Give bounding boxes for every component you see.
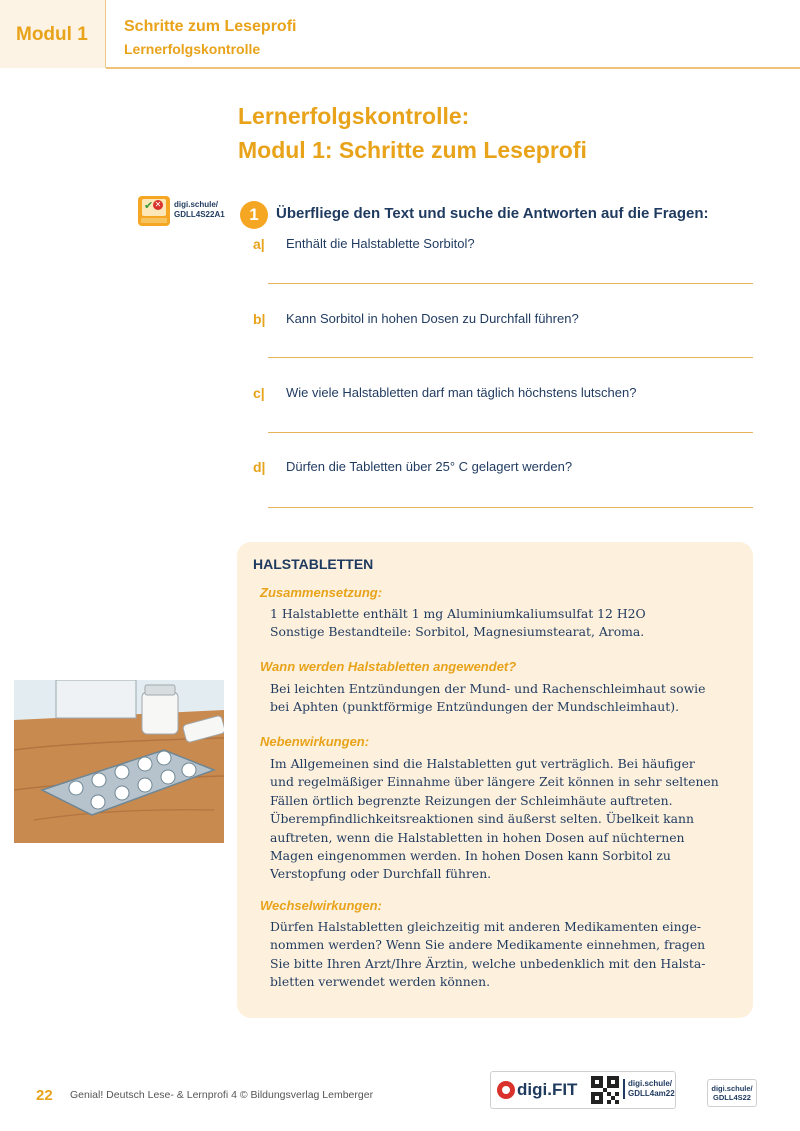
- footer-digi-code[interactable]: digi.schule/ GDLL4S22: [707, 1079, 757, 1107]
- text-line: Sie bitte Ihren Arzt/Ihre Ärztin, welche unbedenklich mit den Halsta-: [270, 955, 706, 971]
- page-header: [0, 0, 800, 68]
- question-a: Enthält die Halstablette Sorbitol?: [286, 236, 475, 251]
- answer-line-c[interactable]: [268, 432, 753, 433]
- question-letter-b: b|: [253, 311, 266, 327]
- page-number: 22: [36, 1087, 53, 1104]
- text-line: Verstopfung oder Durchfall führen.: [270, 866, 492, 882]
- section-body-composition: [270, 605, 730, 642]
- text-line: Fällen örtlich begrenzte Reizungen der Schleimhäute auftreten.: [270, 792, 673, 808]
- module-label: Modul 1: [16, 24, 88, 45]
- question-d: Dürfen die Tabletten über 25° C gelagert werden?: [286, 459, 573, 474]
- info-title: HALSTABLETTEN: [253, 556, 374, 572]
- page-title-line1: Lernerfolgskontrolle:: [238, 103, 470, 129]
- section-heading-interactions: Wechselwirkungen:: [260, 898, 382, 913]
- section-body-interactions: [270, 918, 730, 992]
- text-line: Im Allgemeinen sind die Halstabletten gut verträglich. Bei häufiger: [270, 756, 695, 771]
- answer-line-b[interactable]: [268, 357, 753, 358]
- page-title-line2: Modul 1: Schritte zum Leseprofi: [238, 137, 587, 163]
- qr-code-icon: [591, 1076, 619, 1104]
- cross-icon: ✕: [154, 200, 162, 209]
- module-tab: [0, 0, 106, 68]
- answer-line-a[interactable]: [268, 283, 753, 284]
- text-line: auftreten, wenn die Halstabletten in hohen Dosen auf nüchternen: [270, 829, 685, 845]
- question-letter-d: d|: [253, 459, 266, 475]
- text-line: Überempfindlichkeitsreaktionen sind äußerst selten. Übelkeit kann: [270, 811, 695, 827]
- section-body-usage: [270, 680, 730, 717]
- task-number: 1: [240, 201, 268, 229]
- text-line: bletten verwendet werden können.: [270, 974, 491, 990]
- badge-digi-code[interactable]: digi.schule/ GDLL4S22A1: [174, 200, 225, 219]
- task-instruction: Überfliege den Text und suche die Antworten auf die Fragen:: [276, 205, 709, 222]
- question-b: Kann Sorbitol in hohen Dosen zu Durchfall führen?: [286, 311, 579, 326]
- header-subtitle: Lernerfolgskontrolle: [124, 41, 261, 57]
- digifit-code: digi.schule/ GDLL4am22: [623, 1079, 675, 1099]
- header-title: Schritte zum Leseprofi: [124, 18, 297, 35]
- text-line: Dürfen Halstabletten gleichzeitig mit anderen Medikamenten einge-: [270, 919, 702, 934]
- text-line: Sonstige Bestandteile: Sorbitol, Magnesiumstearat, Aroma.: [270, 624, 645, 640]
- header-divider: [106, 67, 800, 69]
- tablet-illustration: [14, 680, 224, 843]
- section-heading-usage: Wann werden Halstabletten angewendet?: [260, 659, 517, 674]
- section-heading-composition: Zusammensetzung:: [260, 585, 383, 600]
- text-line: 1 Halstablette enthält 1 mg Aluminiumkaliumsulfat 12 H2O: [270, 606, 646, 621]
- checkmark-icon: ✔: [144, 199, 154, 212]
- question-c: Wie viele Halstabletten darf man täglich höchstens lutschen?: [286, 385, 637, 400]
- digifit-logo-text: digi.FIT: [517, 1080, 578, 1099]
- section-heading-side-effects: Nebenwirkungen:: [260, 734, 370, 749]
- text-line: und regelmäßiger Einnahme über längere Zeit können in sehr seltenen: [270, 774, 719, 790]
- self-check-badge-icon[interactable]: [138, 196, 170, 226]
- text-line: bei Aphten (punktförmige Entzündungen der Mundschleimhaut).: [270, 699, 680, 715]
- text-line: Bei leichten Entzündungen der Mund- und Rachenschleimhaut sowie: [270, 681, 706, 696]
- text-line: nommen werden? Wenn Sie andere Medikamente einnehmen, fragen: [270, 937, 706, 953]
- digifit-logo-icon: [497, 1081, 515, 1099]
- digifit-box[interactable]: [490, 1071, 676, 1109]
- question-letter-a: a|: [253, 236, 265, 252]
- question-letter-c: c|: [253, 385, 265, 401]
- footer-copyright: Genial! Deutsch Lese- & Lernprofi 4 © Bildungsverlag Lemberger: [70, 1089, 374, 1101]
- answer-line-d[interactable]: [268, 507, 753, 508]
- section-body-side-effects: [270, 755, 730, 884]
- text-line: Magen eingenommen werden. In hohen Dosen kann Sorbitol zu: [270, 848, 671, 864]
